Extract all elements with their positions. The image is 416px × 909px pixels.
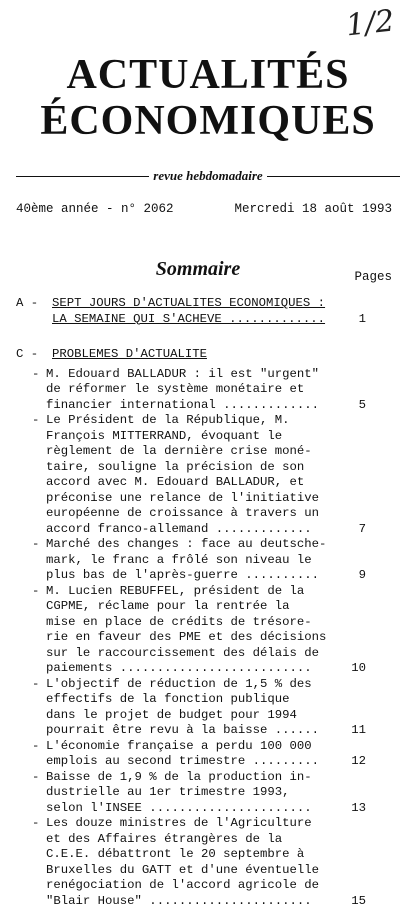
entry-text: Marché des changes : face au deutsche- mark, le franc a frôlé son niveau le plus bas de l'après-guerre .......... [46,537,332,584]
page-number: 13 [350,801,366,817]
toc-entry [32,367,366,414]
bullet-dash: - [32,584,46,600]
sommaire-heading: Sommaire [0,258,396,281]
page-number: 9 [350,568,366,584]
entry-text: M. Edouard BALLADUR : il est "urgent" de réformer le système monétaire et financier international ............. [46,367,332,414]
masthead-line-1: ACTUALITÉS [0,52,416,98]
bullet-dash: - [32,367,46,383]
pages-column-header: Pages [354,270,392,284]
subtitle: revue hebdomadaire [149,168,266,184]
toc-entry [32,584,366,677]
bullet-dash: - [32,770,46,786]
page-number: 15 [350,894,366,909]
section-title: PROBLEMES D'ACTUALITE [52,347,366,363]
entry-text: Les douze ministres de l'Agriculture et des Affaires étrangères de la C.E.E. débattront le 20 septembre à Bruxelles du GATT et d'une éventuelle renégociation de l'accord agricole de "Blair House" ...................... [46,816,332,909]
entry-text: L'objectif de réduction de 1,5 % des effectifs de la fonction publique dans le projet de budget pour 1994 pourrait être revu à la baisse ...... [46,677,332,739]
toc-entry [32,816,366,909]
bullet-dash: - [32,537,46,553]
section-label: C - [16,347,52,363]
section-title: SEPT JOURS D'ACTUALITES ECONOMIQUES : LA SEMAINE QUI S'ACHEVE ............. [52,296,338,327]
handwritten-page-mark: 1/2 [344,4,396,44]
section-c [16,347,366,363]
toc-entry [32,413,366,537]
issue-number: 40ème année - n° 2062 [16,202,174,216]
bullet-dash: - [32,413,46,429]
page-number: 1 [350,312,366,328]
toc-entry [32,770,366,817]
issue-date: Mercredi 18 août 1993 [234,202,392,216]
bullet-dash: - [32,739,46,755]
right-divider [267,176,400,177]
entry-text: Baisse de 1,9 % de la production in- dustrielle au 1er trimestre 1993, selon l'INSEE ...................... [46,770,332,817]
left-divider [16,176,149,177]
masthead [0,52,416,144]
table-of-contents [16,296,366,909]
page-number: 7 [350,522,366,538]
page-number: 12 [350,754,366,770]
issue-info [16,202,392,216]
bullet-dash: - [32,677,46,693]
toc-entry [32,739,366,770]
toc-entry [32,537,366,584]
entry-text: L'économie française a perdu 100 000 emplois au second trimestre ......... [46,739,332,770]
masthead-line-2: ÉCONOMIQUES [0,98,416,144]
subtitle-row [16,168,400,184]
entry-text: Le Président de la République, M. François MITTERRAND, évoquant le règlement de la dernière crise moné- taire, souligne la précision de son accord avec M. Edouard BALLADUR, et préconise une relance de l'initiative européenne de croissance à travers un accord franco-allemand ............. [46,413,332,537]
section-label: A - [16,296,52,312]
bullet-dash: - [32,816,46,832]
page-number: 10 [350,661,366,677]
section-a [16,296,366,327]
page-number: 5 [350,398,366,414]
entry-text: M. Lucien REBUFFEL, président de la CGPME, réclame pour la rentrée la mise en place de crédits de trésore- rie en faveur des PME et des décisions sur le raccourcissement des délais de paiements .......................... [46,584,332,677]
page-number: 11 [350,723,366,739]
toc-entry [32,677,366,739]
